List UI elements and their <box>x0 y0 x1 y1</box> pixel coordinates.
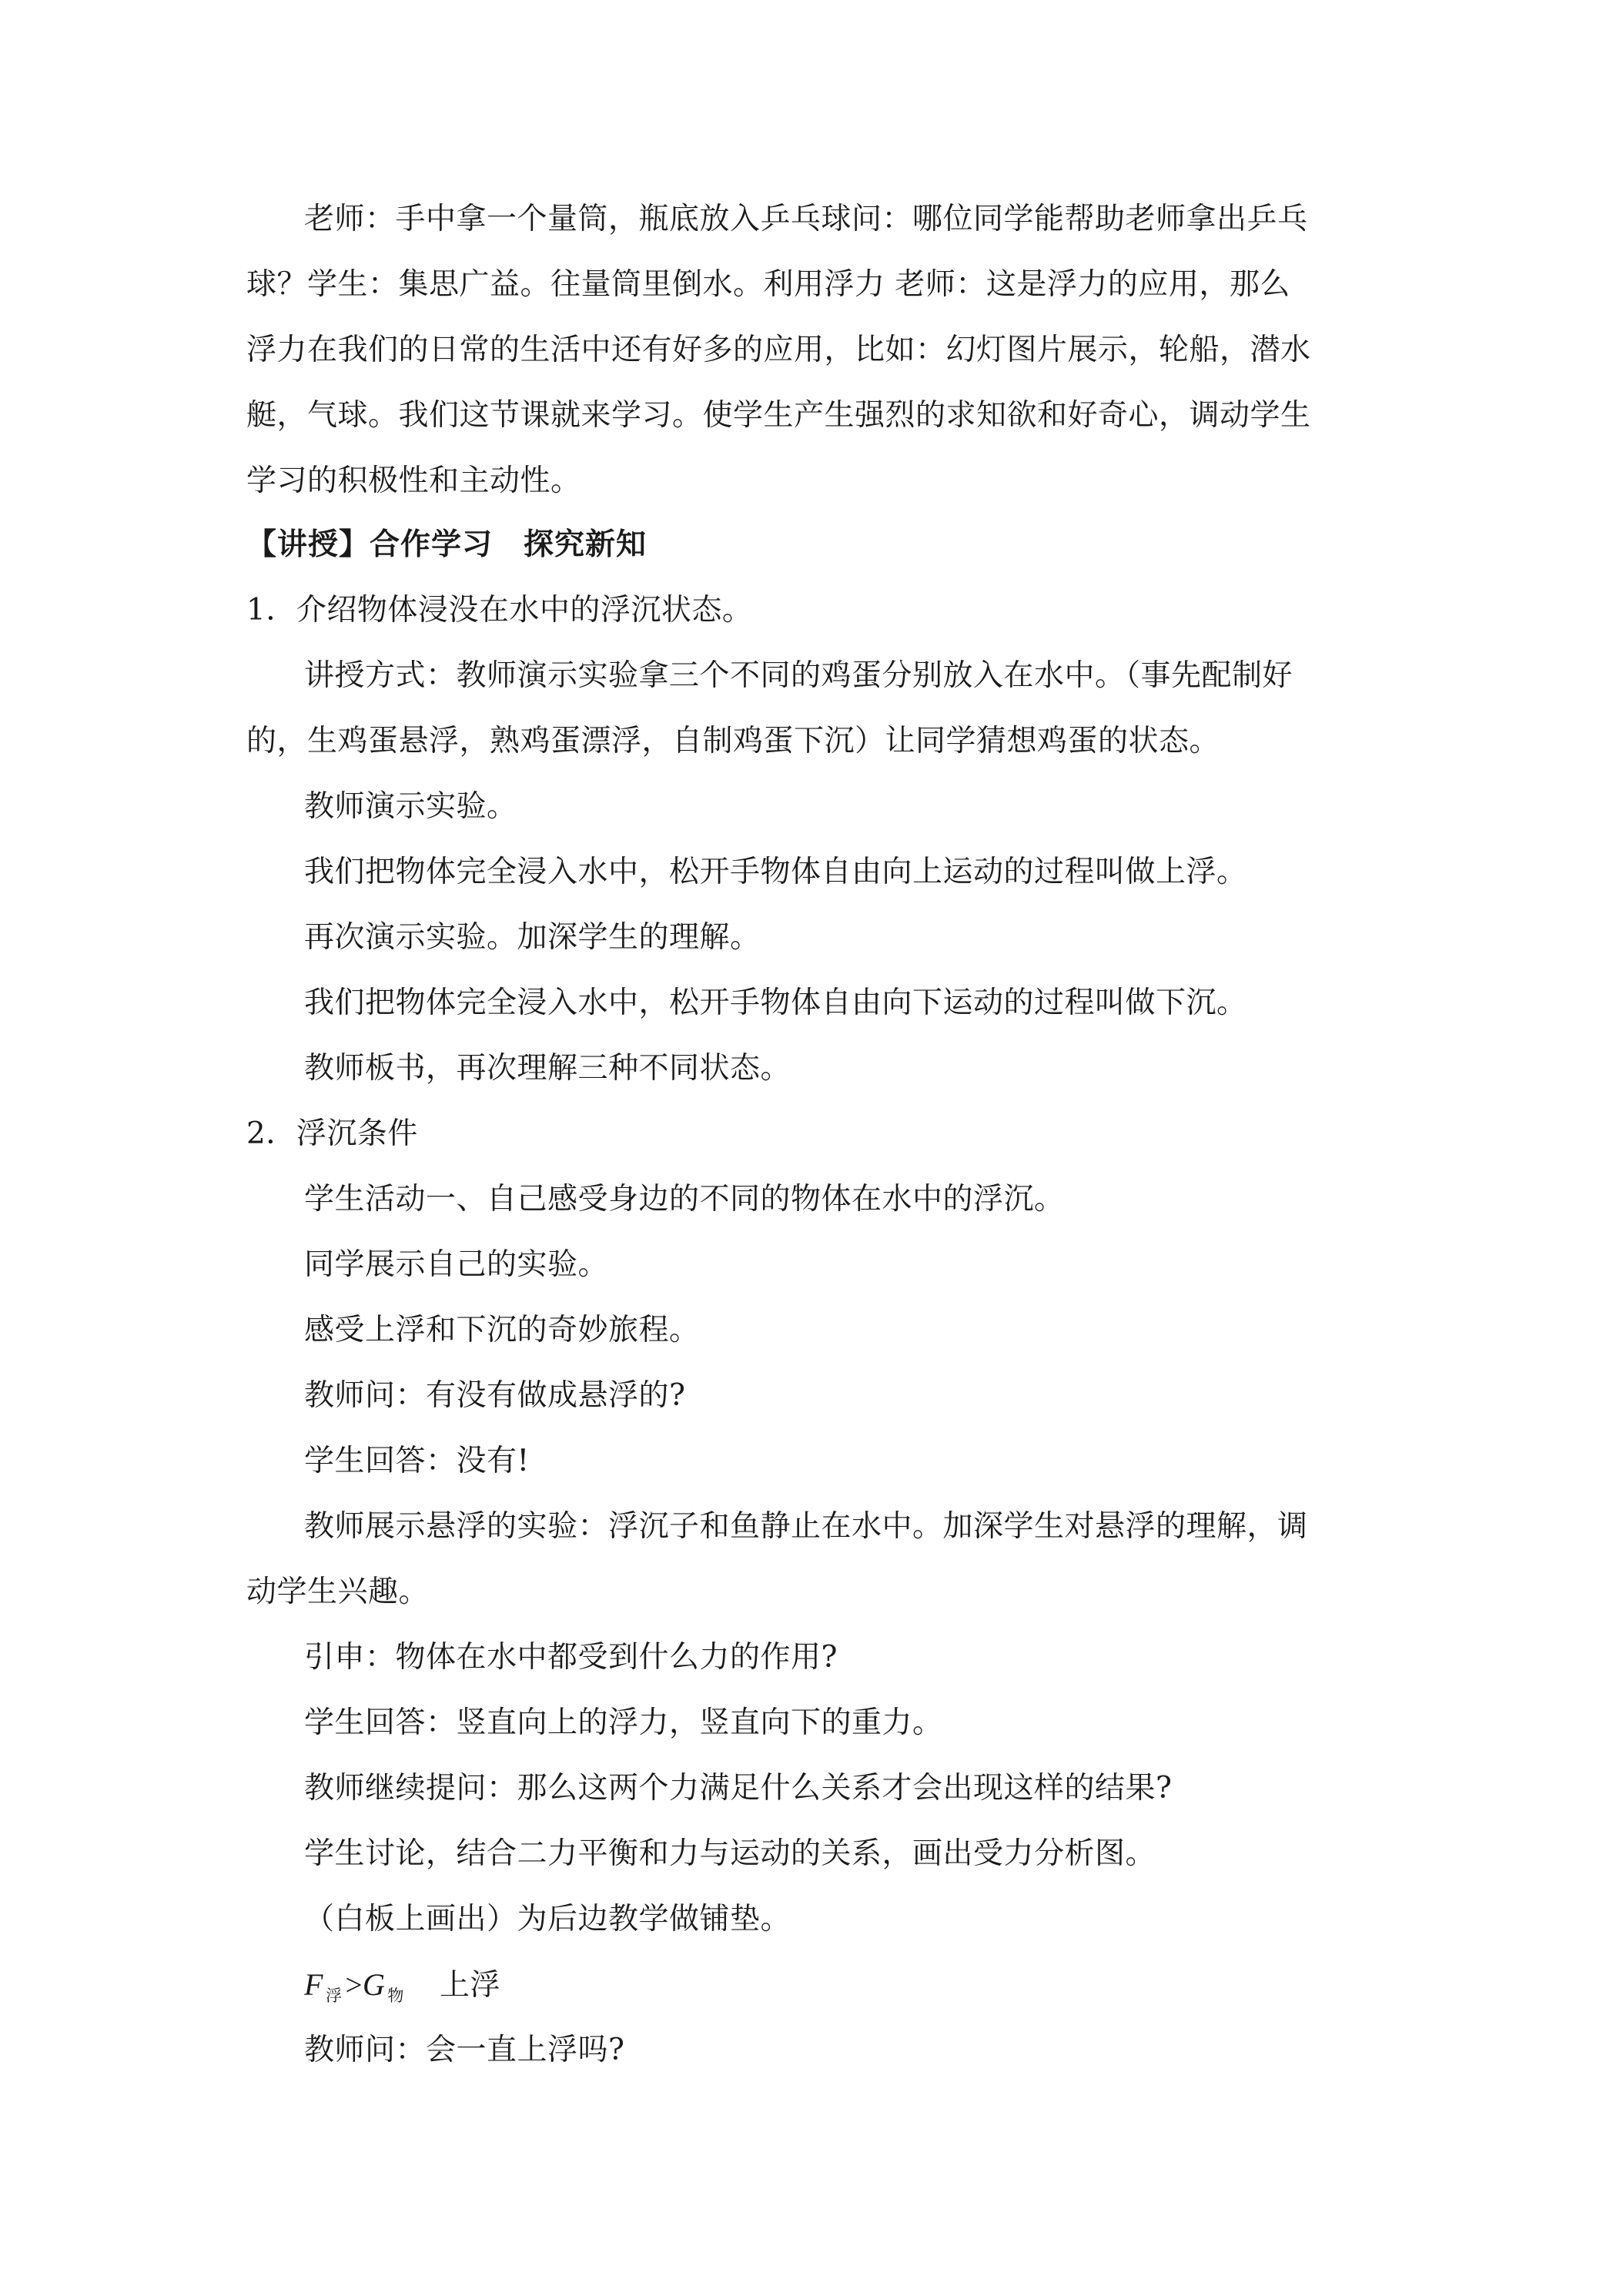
paragraph-line: 艇，气球。我们这节课就来学习。使学生产生强烈的求知欲和好奇心，调动学生 <box>246 398 1311 433</box>
paragraph-line: 教师问：有没有做成悬浮的? <box>304 1378 686 1413</box>
section-title: 2．浮沉条件 <box>246 1116 418 1151</box>
paragraph-line: 我们把物体完全浸入水中，松开手物体自由向上运动的过程叫做上浮。 <box>304 855 1247 889</box>
formula-force-symbol: F <box>304 1967 323 2002</box>
paragraph-line: 球？学生：集思广益。往量筒里倒水。利用浮力 老师：这是浮力的应用，那么 <box>246 267 1290 302</box>
paragraph-line: 动学生兴趣。 <box>246 1575 430 1609</box>
formula-gravity-subscript: 物 <box>387 1986 404 2005</box>
paragraph-line: 学习的积极性和主动性。 <box>246 464 581 498</box>
paragraph-line: （白板上画出）为后边教学做铺垫。 <box>304 1902 791 1936</box>
paragraph-line: 教师演示实验。 <box>304 789 517 824</box>
paragraph-line: 教师展示悬浮的实验：浮沉子和鱼静止在水中。加深学生对悬浮的理解，调 <box>304 1509 1308 1544</box>
formula-force-subscript: 浮 <box>325 1986 343 2005</box>
paragraph-line: 教师板书，再次理解三种不同状态。 <box>304 1051 791 1086</box>
paragraph-line: 学生讨论，结合二力平衡和力与运动的关系，画出受力分析图。 <box>304 1836 1156 1871</box>
paragraph-line: 我们把物体完全浸入水中，松开手物体自由向下运动的过程叫做下沉。 <box>304 986 1247 1020</box>
paragraph-line: 再次演示实验。加深学生的理解。 <box>304 920 761 955</box>
formula-operator: > <box>345 1969 363 2002</box>
section-heading: 【讲授】合作学习 探究新知 <box>246 527 648 562</box>
paragraph-line: 学生活动一、自己感受身边的不同的物体在水中的浮沉。 <box>304 1182 1065 1217</box>
paragraph-line: 学生回答：竖直向上的浮力，竖直向下的重力。 <box>304 1705 943 1740</box>
buoyancy-formula <box>304 1962 1444 2013</box>
paragraph-line: 同学展示自己的实验。 <box>304 1247 609 1282</box>
paragraph-line: 讲授方式：教师演示实验拿三个不同的鸡蛋分别放入在水中。（事先配制好 <box>304 658 1293 693</box>
paragraph-line: 教师继续提问：那么这两个力满足什么关系才会出现这样的结果? <box>304 1771 1173 1806</box>
paragraph-line: 感受上浮和下沉的奇妙旅程。 <box>304 1313 700 1347</box>
formula-gravity-symbol: G <box>362 1967 386 2002</box>
paragraph-line: 浮力在我们的日常的生活中还有好多的应用，比如：幻灯图片展示，轮船，潜水 <box>246 333 1311 367</box>
formula-result: 上浮 <box>439 1968 500 2003</box>
paragraph-line: 的，生鸡蛋悬浮，熟鸡蛋漂浮，自制鸡蛋下沉）让同学猜想鸡蛋的状态。 <box>246 724 1220 758</box>
section-title: 1．介绍物体浸没在水中的浮沉状态。 <box>246 593 753 628</box>
paragraph-line: 老师：手中拿一个量筒，瓶底放入乒乓球问：哪位同学能帮助老师拿出乒乓 <box>304 202 1308 236</box>
paragraph-line: 学生回答：没有! <box>304 1444 530 1478</box>
paragraph-line: 引申：物体在水中都受到什么力的作用? <box>304 1640 838 1675</box>
paragraph-line: 教师问：会一直上浮吗? <box>304 2033 625 2067</box>
